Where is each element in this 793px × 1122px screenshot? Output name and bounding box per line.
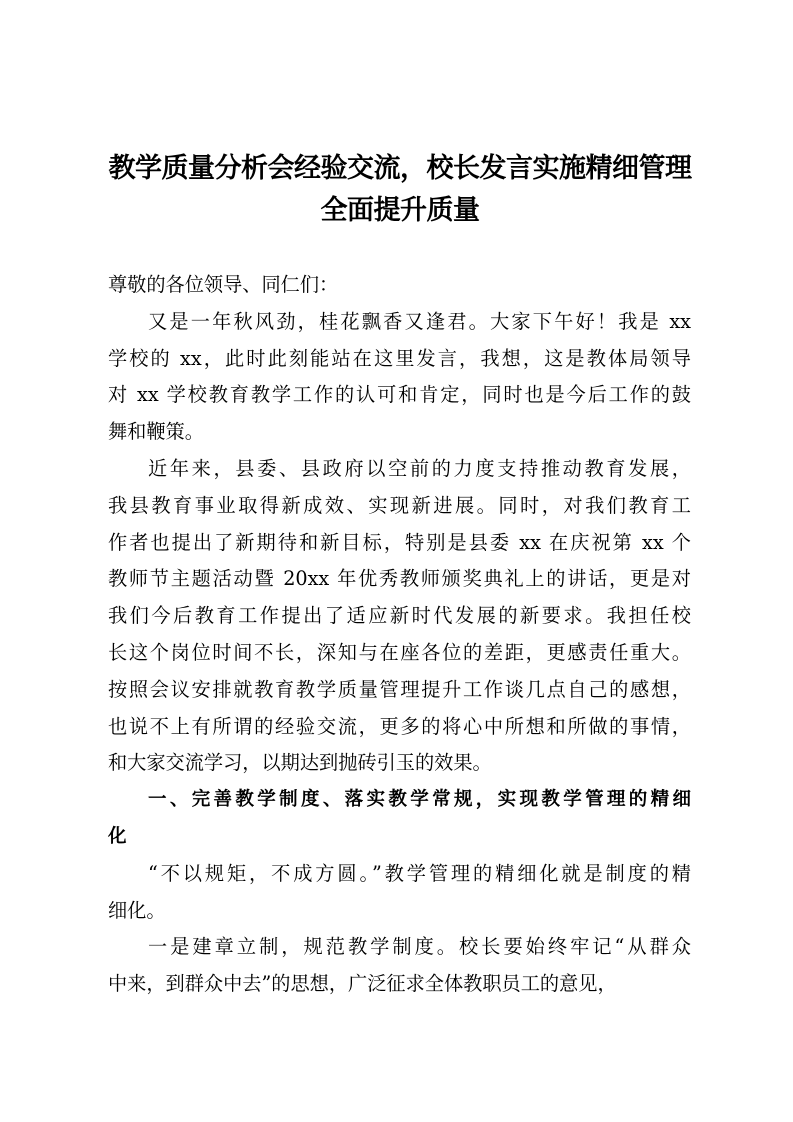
text-line: 尊敬的各位领导、同仁们： xyxy=(108,273,339,296)
paragraph xyxy=(108,856,691,930)
text-line: 化 xyxy=(108,825,127,847)
text-line: 又是一年秋风劲，桂花飘香又逢君。大家下午好！我是 xx xyxy=(148,309,691,333)
text-line: 长这个岗位时间不长，深知与在座各位的差距，更感责任重大。 xyxy=(108,640,691,664)
text-line: 作者也提出了新期待和新目标，特别是县委 xx 在庆祝第 xx 个 xyxy=(108,530,691,554)
paragraph xyxy=(108,304,691,451)
text-line: 中来，到群众中去”的思想，广泛征求全体教职员工的意见， xyxy=(108,972,617,996)
text-line: 和大家交流学习，以期达到抛砖引玉的效果。 xyxy=(108,751,492,775)
document-title xyxy=(100,148,700,232)
document-body xyxy=(108,267,691,1003)
text-line: 按照会议安排就教育教学质量管理提升工作谈几点自己的感想， xyxy=(108,677,691,701)
paragraph xyxy=(108,267,691,304)
section-heading xyxy=(108,782,691,856)
text-line: 近年来，县委、县政府以空前的力度支持推动教育发展， xyxy=(148,456,691,480)
text-line: 舞和鞭策。 xyxy=(108,420,204,444)
text-line: 也说不上有所谓的经验交流，更多的将心中所想和所做的事情， xyxy=(108,714,691,738)
text-line: 一、完善教学制度、落实教学常规，实现教学管理的精细 xyxy=(148,789,691,811)
text-line: “不以规矩，不成方圆。”教学管理的精细化就是制度的精 xyxy=(148,861,691,885)
title-line: 教学质量分析会经验交流，校长发言实施精细管理 xyxy=(108,153,692,184)
title-line: 全面提升质量 xyxy=(320,195,480,226)
text-line: 学校的 xx，此时此刻能站在这里发言，我想，这是教体局领导 xyxy=(108,346,691,370)
paragraph xyxy=(108,929,691,1003)
text-line: 一是建章立制，规范教学制度。校长要始终牢记“从群众 xyxy=(148,935,691,959)
text-line: 我县教育事业取得新成效、实现新进展。同时，对我们教育工 xyxy=(108,493,691,517)
text-line: 教师节主题活动暨 20xx 年优秀教师颁奖典礼上的讲话，更是对 xyxy=(108,567,691,591)
text-line: 细化。 xyxy=(108,898,166,922)
text-line: 我们今后教育工作提出了适应新时代发展的新要求。我担任校 xyxy=(108,604,691,628)
text-line: 对 xx 学校教育教学工作的认可和肯定，同时也是今后工作的鼓 xyxy=(108,383,691,407)
paragraph xyxy=(108,451,691,782)
